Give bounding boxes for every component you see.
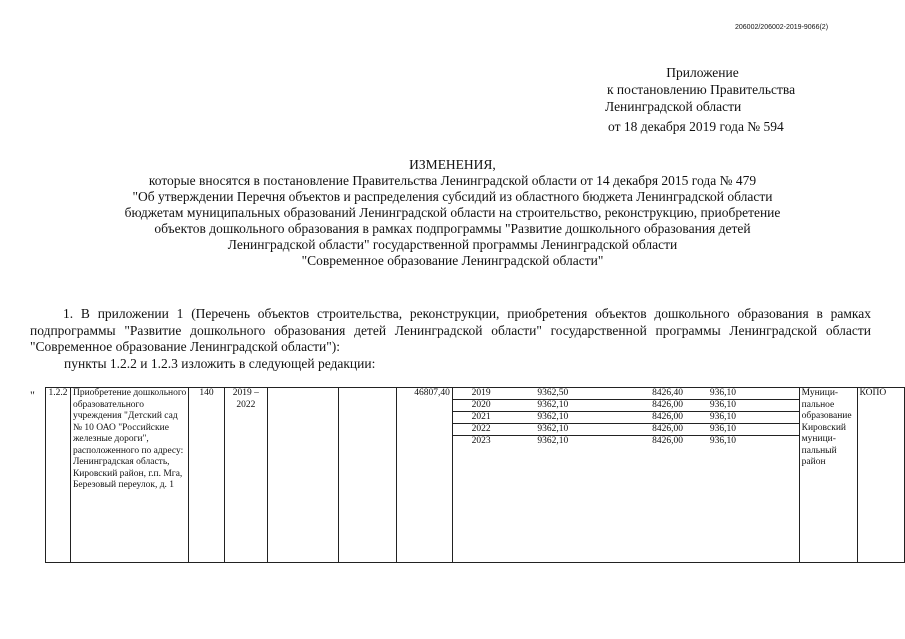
document-id: 206002/206002-2019-9066(2) <box>735 24 829 31</box>
item-number: 1.2.2 <box>46 388 71 563</box>
period: 2019 – 2022 <box>224 388 267 563</box>
heading-line: которые вносятся в постановление Правительства Ленинградской области от 14 декабря 2015 года № 479 <box>148 173 757 188</box>
empty-cell <box>339 388 397 563</box>
municipality: Муници-пальное образование Кировский муници-пальный район <box>799 388 857 563</box>
year-total: 9362,10 <box>509 400 570 412</box>
year: 2019 <box>453 388 510 400</box>
year-spacer <box>738 412 799 424</box>
capacity: 140 <box>189 388 224 563</box>
paragraph-main: 1. В приложении 1 (Перечень объектов строительства, реконструкции, приобретения объектов дошкольного образования в рамках подпрограммы "Развитие дошкольного образования детей Ленинградской области" государственной программы Ленинградской области "Современное образование Ленинградской области"): <box>30 306 871 354</box>
year-row <box>453 436 799 448</box>
year-regional: 8426,00 <box>599 424 685 436</box>
year-total: 9362,10 <box>537 436 569 446</box>
year-spacer <box>738 400 799 412</box>
year-total: 9362,50 <box>509 388 570 400</box>
approval-line-1: Приложение <box>666 65 739 80</box>
year-local: 936,10 <box>685 424 738 436</box>
year: 2023 <box>471 436 491 446</box>
yearly-financing <box>452 388 799 563</box>
year-total: 9362,10 <box>509 424 570 436</box>
total-cost: 46807,40 <box>397 388 452 563</box>
year-blank <box>570 388 599 400</box>
customer: КОПО <box>857 388 904 563</box>
document-heading <box>80 157 825 269</box>
object-name: Приобретение дошкольного образовательного учреждения "Детский сад № 10 ОАО "Российские железные дороги", расположенного по адресу: Ленинградская область, Кировский район, г.п. Мга, Березовый переулок, д. 1 <box>70 388 188 563</box>
year-spacer <box>738 424 799 436</box>
year-total: 9362,10 <box>509 412 570 424</box>
year-regional: 8426,40 <box>599 388 685 400</box>
year-blank <box>570 412 599 424</box>
heading-line: "Об утверждении Перечня объектов и распределения субсидий из областного бюджета Ленинградской области <box>132 189 773 204</box>
heading-line: Ленинградской области" государственной программы Ленинградской области <box>227 237 678 252</box>
year-local: 936,10 <box>685 412 738 424</box>
year-spacer <box>738 436 799 448</box>
paragraph-sub: пункты 1.2.2 и 1.2.3 изложить в следующей редакции: <box>64 355 376 371</box>
approval-date: от 18 декабря 2019 года № 594 <box>608 119 784 134</box>
year-row <box>453 424 799 436</box>
approval-block <box>600 64 805 135</box>
year-local: 936,10 <box>685 388 738 400</box>
table-row <box>46 388 905 563</box>
heading-line: объектов дошкольного образования в рамках подпрограммы "Развитие дошкольного образования детей <box>154 221 751 236</box>
year-blank <box>570 400 599 412</box>
approval-line-3: Ленинградской области <box>605 99 742 114</box>
year: 2021 <box>453 412 510 424</box>
heading-line: "Современное образование Ленинградской области" <box>301 253 604 268</box>
year-row <box>453 400 799 412</box>
approval-line-2: к постановлению Правительства <box>607 82 796 97</box>
body-paragraph <box>30 306 871 372</box>
opening-quote: " <box>30 388 35 402</box>
year-spacer <box>738 388 799 400</box>
year-blank <box>570 436 599 448</box>
year: 2020 <box>453 400 510 412</box>
year: 2022 <box>453 424 510 436</box>
year-blank <box>570 424 599 436</box>
objects-table <box>45 387 905 563</box>
yearly-table <box>453 388 799 447</box>
year-row <box>453 412 799 424</box>
year-regional: 8426,00 <box>599 412 685 424</box>
year-regional: 8426,00 <box>599 400 685 412</box>
year-regional: 8426,00 <box>652 436 683 446</box>
year-local: 936,10 <box>685 400 738 412</box>
year-row <box>453 388 799 400</box>
heading-line: бюджетам муниципальных образований Ленинградской области на строительство, реконструкцию, приобретение <box>124 205 781 220</box>
heading-title: ИЗМЕНЕНИЯ, <box>409 157 496 172</box>
year-local: 936,10 <box>709 436 737 446</box>
empty-cell <box>267 388 338 563</box>
